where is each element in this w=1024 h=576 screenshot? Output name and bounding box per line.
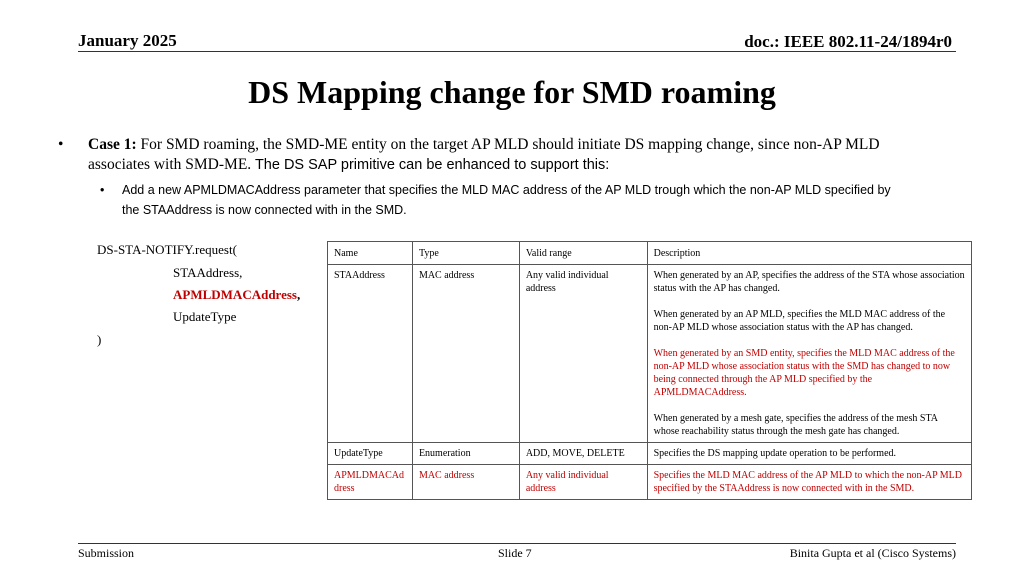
bullet-case-1-body: For SMD roaming, the SMD-ME entity on the target AP MLD should initiate DS mapping change, since non-AP MLD associates with SMD-ME. xyxy=(88,136,880,173)
slide-title: DS Mapping change for SMD roaming xyxy=(248,74,776,110)
primitive-param-comma: , xyxy=(296,287,301,302)
footer-submission: Submission xyxy=(78,546,135,560)
table-header-row xyxy=(328,242,972,265)
header-divider xyxy=(78,51,956,52)
sub-bullet-marker: • xyxy=(100,183,105,197)
primitive-name: DS-STA-NOTIFY.request( xyxy=(97,242,237,257)
cell-name: STAAddress xyxy=(328,265,413,443)
cell-type: Enumeration xyxy=(412,443,519,465)
footer-slide-number: Slide 7 xyxy=(498,546,532,560)
bullet-case-1-lead: Case 1: xyxy=(88,136,137,153)
cell-name: APMLDMACAddress xyxy=(328,465,413,500)
desc-mesh-gate: When generated by a mesh gate, specifies the address of the mesh STA whose reachability status through the mesh gate has changed. xyxy=(653,413,938,437)
primitive-param-updatetype: UpdateType xyxy=(173,309,237,324)
desc-smd-entity: When generated by an SMD entity, specifies the MLD MAC address of the non-AP MLD whose association status with the SMD has changed to now being connected through the AP MLD specified by the APMLDMACAddress. xyxy=(653,348,955,398)
cell-description: Specifies the DS mapping update operation to be performed. xyxy=(647,443,971,465)
table-row xyxy=(328,265,972,443)
bullet-case-1 xyxy=(58,135,918,175)
table-row xyxy=(328,443,972,465)
primitive-param-apmldmacaddress-label: APMLDMACAddress xyxy=(173,287,297,302)
cell-range: ADD, MOVE, DELETE xyxy=(519,443,647,465)
table-row xyxy=(328,465,972,500)
cell-range: Any valid individual address xyxy=(519,265,647,443)
cell-type: MAC address xyxy=(412,465,519,500)
header-date: January 2025 xyxy=(78,31,177,50)
cell-type: MAC address xyxy=(412,265,519,443)
cell-name: UpdateType xyxy=(328,443,413,465)
parameter-table xyxy=(327,241,972,500)
sub-bullet-new-parameter xyxy=(100,180,900,220)
table-header-type: Type xyxy=(412,242,519,265)
bullet-case-1-body-sans: The DS SAP primitive can be enhanced to support this: xyxy=(251,157,610,173)
table-header-description: Description xyxy=(647,242,971,265)
table-header-range: Valid range xyxy=(519,242,647,265)
cell-description xyxy=(647,265,971,443)
primitive-param-staaddress: STAAddress, xyxy=(173,265,243,280)
sub-bullet-text: Add a new APMLDMACAddress parameter that specifies the MLD MAC address of the AP MLD trough which the non-AP MLD specified by the STAAddress is now connected with in the SMD. xyxy=(122,183,891,217)
desc-ap-mld: When generated by an AP MLD, specifies the MLD MAC address of the non-AP MLD whose association status with the AP has changed. xyxy=(653,309,946,333)
primitive-param-apmldmacaddress xyxy=(173,287,300,303)
footer-divider xyxy=(78,543,956,544)
bullet-marker: • xyxy=(58,136,64,153)
table-header-name: Name xyxy=(328,242,413,265)
bullet-case-1-text xyxy=(88,135,918,175)
cell-description: Specifies the MLD MAC address of the AP MLD to which the non-AP MLD specified by the STAAddress is now connected with in the SMD. xyxy=(647,465,971,500)
cell-range: Any valid individual address xyxy=(519,465,647,500)
header-doc-id: doc.: IEEE 802.11-24/1894r0 xyxy=(744,32,952,51)
primitive-close: ) xyxy=(97,332,102,347)
footer-author: Binita Gupta et al (Cisco Systems) xyxy=(789,546,956,560)
desc-ap: When generated by an AP, specifies the address of the STA whose association status with the AP has changed. xyxy=(653,270,965,294)
